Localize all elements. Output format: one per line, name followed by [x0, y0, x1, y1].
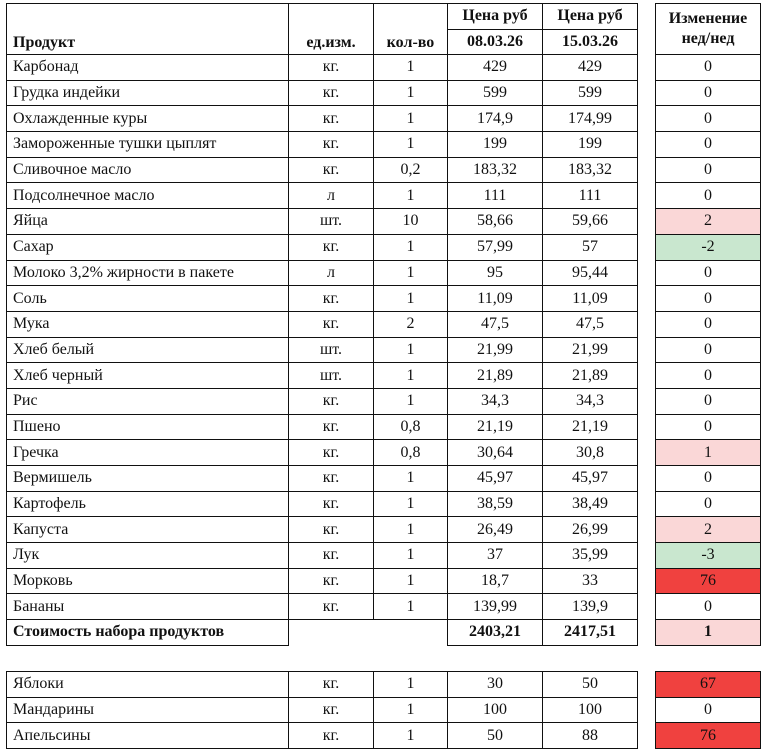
- table-row: [7, 106, 638, 132]
- header-date-2: 15.03.26: [543, 29, 638, 55]
- price-date-2: 111: [543, 183, 638, 209]
- price-date-1: 599: [448, 80, 543, 106]
- price-date-1: 21,99: [448, 337, 543, 363]
- price-date-2: 429: [543, 55, 638, 81]
- change-value: 0: [656, 260, 761, 286]
- change-value: 67: [656, 672, 761, 698]
- table-row: [7, 440, 638, 466]
- product-name: Бананы: [7, 594, 289, 620]
- product-name: Хлеб белый: [7, 337, 289, 363]
- quantity: 1: [374, 594, 448, 620]
- change-row: [656, 491, 761, 517]
- quantity: 1: [374, 286, 448, 312]
- change-value: 0: [656, 697, 761, 723]
- quantity: 1: [374, 723, 448, 749]
- table-row: [7, 388, 638, 414]
- product-name: Мандарины: [7, 697, 289, 723]
- price-date-1: 30,64: [448, 440, 543, 466]
- unit: кг.: [289, 517, 374, 543]
- total-price-date-2: 2417,51: [543, 620, 638, 646]
- unit: кг.: [289, 55, 374, 81]
- header-price-1: Цена руб: [448, 4, 543, 30]
- product-name: Картофель: [7, 491, 289, 517]
- change-row: [656, 594, 761, 620]
- price-date-1: 111: [448, 183, 543, 209]
- change-value: 0: [656, 363, 761, 389]
- fruit-row: [7, 723, 638, 749]
- unit: л: [289, 260, 374, 286]
- change-row: [656, 311, 761, 337]
- quantity: 1: [374, 543, 448, 569]
- product-name: Гречка: [7, 440, 289, 466]
- product-name: Вермишель: [7, 466, 289, 492]
- total-label: Стоимость набора продуктов: [7, 620, 289, 646]
- quantity: 0,8: [374, 440, 448, 466]
- price-date-2: 59,66: [543, 209, 638, 235]
- table-row: [7, 260, 638, 286]
- price-date-2: 599: [543, 80, 638, 106]
- price-date-1: 38,59: [448, 491, 543, 517]
- product-name: Апельсины: [7, 723, 289, 749]
- unit: кг.: [289, 440, 374, 466]
- quantity: 2: [374, 311, 448, 337]
- change-row: [656, 55, 761, 81]
- change-value: 0: [656, 132, 761, 158]
- change-row: [656, 388, 761, 414]
- unit: кг.: [289, 132, 374, 158]
- price-date-2: 50: [543, 672, 638, 698]
- price-date-2: 21,89: [543, 363, 638, 389]
- change-value: 2: [656, 209, 761, 235]
- unit: шт.: [289, 337, 374, 363]
- unit: л: [289, 183, 374, 209]
- fruit-change-row: [656, 672, 761, 698]
- change-row: [656, 234, 761, 260]
- product-name: Замороженные тушки цыплят: [7, 132, 289, 158]
- unit: шт.: [289, 363, 374, 389]
- header-qty: кол-во: [374, 4, 448, 55]
- price-date-1: 45,97: [448, 466, 543, 492]
- table-row: [7, 55, 638, 81]
- quantity: 1: [374, 234, 448, 260]
- price-date-1: 21,89: [448, 363, 543, 389]
- unit: кг.: [289, 466, 374, 492]
- quantity: 1: [374, 183, 448, 209]
- change-value: 0: [656, 80, 761, 106]
- table-row: [7, 311, 638, 337]
- quantity: 1: [374, 388, 448, 414]
- change-value: 0: [656, 286, 761, 312]
- price-date-2: 45,97: [543, 466, 638, 492]
- header-change-line2: нед/нед: [681, 30, 735, 47]
- fruit-row: [7, 672, 638, 698]
- price-date-1: 11,09: [448, 286, 543, 312]
- unit: кг.: [289, 286, 374, 312]
- change-row: [656, 363, 761, 389]
- quantity: 1: [374, 363, 448, 389]
- quantity: 1: [374, 466, 448, 492]
- change-row: [656, 466, 761, 492]
- change-value: 0: [656, 491, 761, 517]
- price-date-2: 30,8: [543, 440, 638, 466]
- change-value: 0: [656, 388, 761, 414]
- quantity: 1: [374, 568, 448, 594]
- table-row: [7, 286, 638, 312]
- table-row: [7, 80, 638, 106]
- price-date-1: 100: [448, 697, 543, 723]
- table-row: [7, 543, 638, 569]
- product-name: Капуста: [7, 517, 289, 543]
- price-date-1: 174,9: [448, 106, 543, 132]
- table-row: [7, 234, 638, 260]
- quantity: 1: [374, 260, 448, 286]
- table-row: [7, 132, 638, 158]
- change-value: 2: [656, 517, 761, 543]
- total-change-value: 1: [656, 620, 761, 646]
- price-date-2: 21,19: [543, 414, 638, 440]
- empty-cell: [374, 620, 448, 646]
- unit: кг.: [289, 388, 374, 414]
- price-date-1: 37: [448, 543, 543, 569]
- header-row-1: [7, 4, 638, 30]
- price-date-2: 26,99: [543, 517, 638, 543]
- change-value: 0: [656, 157, 761, 183]
- price-date-1: 183,32: [448, 157, 543, 183]
- product-name: Яблоки: [7, 672, 289, 698]
- price-date-2: 38,49: [543, 491, 638, 517]
- product-name: Морковь: [7, 568, 289, 594]
- change-value: 0: [656, 337, 761, 363]
- fruit-change-row: [656, 723, 761, 749]
- quantity: 1: [374, 672, 448, 698]
- product-name: Пшено: [7, 414, 289, 440]
- change-row: [656, 80, 761, 106]
- header-unit: ед.изм.: [289, 4, 374, 55]
- price-date-1: 47,5: [448, 311, 543, 337]
- quantity: 1: [374, 80, 448, 106]
- change-row: [656, 440, 761, 466]
- price-date-1: 199: [448, 132, 543, 158]
- header-date-1: 08.03.26: [448, 29, 543, 55]
- unit: кг.: [289, 311, 374, 337]
- price-date-1: 26,49: [448, 517, 543, 543]
- price-date-1: 18,7: [448, 568, 543, 594]
- change-value: 0: [656, 414, 761, 440]
- change-value: 76: [656, 723, 761, 749]
- change-value: 1: [656, 440, 761, 466]
- price-date-2: 139,9: [543, 594, 638, 620]
- change-row: [656, 568, 761, 594]
- change-value: 0: [656, 55, 761, 81]
- quantity: 1: [374, 697, 448, 723]
- table-row: [7, 209, 638, 235]
- table-row: [7, 157, 638, 183]
- table-row: [7, 517, 638, 543]
- product-name: Лук: [7, 543, 289, 569]
- change-row: [656, 260, 761, 286]
- product-name: Хлеб черный: [7, 363, 289, 389]
- change-header-row: [656, 4, 761, 55]
- change-value: 0: [656, 311, 761, 337]
- fruit-change-table: [655, 671, 761, 749]
- change-value: 0: [656, 466, 761, 492]
- price-date-1: 30: [448, 672, 543, 698]
- quantity: 0,8: [374, 414, 448, 440]
- price-date-1: 50: [448, 723, 543, 749]
- quantity: 1: [374, 337, 448, 363]
- change-row: [656, 157, 761, 183]
- unit: шт.: [289, 209, 374, 235]
- fruit-change-row: [656, 697, 761, 723]
- price-date-2: 33: [543, 568, 638, 594]
- price-date-1: 21,19: [448, 414, 543, 440]
- table-row: [7, 337, 638, 363]
- unit: кг.: [289, 157, 374, 183]
- product-name: Охлажденные куры: [7, 106, 289, 132]
- table-row: [7, 183, 638, 209]
- price-date-2: 57: [543, 234, 638, 260]
- table-row: [7, 363, 638, 389]
- change-value: 76: [656, 568, 761, 594]
- header-change: [656, 4, 761, 55]
- price-date-2: 11,09: [543, 286, 638, 312]
- unit: кг.: [289, 543, 374, 569]
- unit: кг.: [289, 594, 374, 620]
- unit: кг.: [289, 491, 374, 517]
- product-name: Рис: [7, 388, 289, 414]
- change-row: [656, 517, 761, 543]
- price-date-2: 47,5: [543, 311, 638, 337]
- price-date-2: 199: [543, 132, 638, 158]
- change-row: [656, 106, 761, 132]
- product-name: Сливочное масло: [7, 157, 289, 183]
- unit: кг.: [289, 414, 374, 440]
- unit: кг.: [289, 568, 374, 594]
- unit: кг.: [289, 234, 374, 260]
- quantity: 1: [374, 55, 448, 81]
- price-date-1: 57,99: [448, 234, 543, 260]
- quantity: 1: [374, 106, 448, 132]
- quantity: 10: [374, 209, 448, 235]
- unit: кг.: [289, 697, 374, 723]
- product-name: Карбонад: [7, 55, 289, 81]
- product-name: Мука: [7, 311, 289, 337]
- change-value: 0: [656, 594, 761, 620]
- total-price-date-1: 2403,21: [448, 620, 543, 646]
- product-name: Подсолнечное масло: [7, 183, 289, 209]
- quantity: 1: [374, 491, 448, 517]
- header-change-line1: Изменение: [668, 10, 748, 27]
- price-date-2: 174,99: [543, 106, 638, 132]
- table-row: [7, 568, 638, 594]
- change-row: [656, 132, 761, 158]
- table-row: [7, 491, 638, 517]
- table-row: [7, 414, 638, 440]
- price-date-1: 34,3: [448, 388, 543, 414]
- unit: кг.: [289, 106, 374, 132]
- change-row: [656, 543, 761, 569]
- table-row: [7, 466, 638, 492]
- price-date-2: 88: [543, 723, 638, 749]
- total-change-row: [656, 620, 761, 646]
- price-date-2: 95,44: [543, 260, 638, 286]
- unit: кг.: [289, 80, 374, 106]
- change-row: [656, 183, 761, 209]
- total-row: [7, 620, 638, 646]
- quantity: 1: [374, 132, 448, 158]
- quantity: 0,2: [374, 157, 448, 183]
- price-date-1: 429: [448, 55, 543, 81]
- product-name: Соль: [7, 286, 289, 312]
- product-name: Грудка индейки: [7, 80, 289, 106]
- table-row: [7, 594, 638, 620]
- price-date-2: 35,99: [543, 543, 638, 569]
- price-date-2: 21,99: [543, 337, 638, 363]
- change-value: 0: [656, 106, 761, 132]
- change-value: -3: [656, 543, 761, 569]
- header-price-2: Цена руб: [543, 4, 638, 30]
- header-product: Продукт: [7, 4, 289, 55]
- change-row: [656, 209, 761, 235]
- change-table: [655, 3, 761, 646]
- empty-cell: [289, 620, 374, 646]
- price-date-2: 34,3: [543, 388, 638, 414]
- product-name: Яйца: [7, 209, 289, 235]
- unit: кг.: [289, 723, 374, 749]
- price-table: [6, 3, 638, 646]
- price-date-1: 95: [448, 260, 543, 286]
- price-date-1: 58,66: [448, 209, 543, 235]
- change-row: [656, 414, 761, 440]
- price-date-2: 100: [543, 697, 638, 723]
- fruit-table: [6, 671, 638, 749]
- change-value: -2: [656, 234, 761, 260]
- change-value: 0: [656, 183, 761, 209]
- product-name: Молоко 3,2% жирности в пакете: [7, 260, 289, 286]
- fruit-row: [7, 697, 638, 723]
- price-date-1: 139,99: [448, 594, 543, 620]
- price-date-2: 183,32: [543, 157, 638, 183]
- quantity: 1: [374, 517, 448, 543]
- product-name: Сахар: [7, 234, 289, 260]
- change-row: [656, 337, 761, 363]
- unit: кг.: [289, 672, 374, 698]
- change-row: [656, 286, 761, 312]
